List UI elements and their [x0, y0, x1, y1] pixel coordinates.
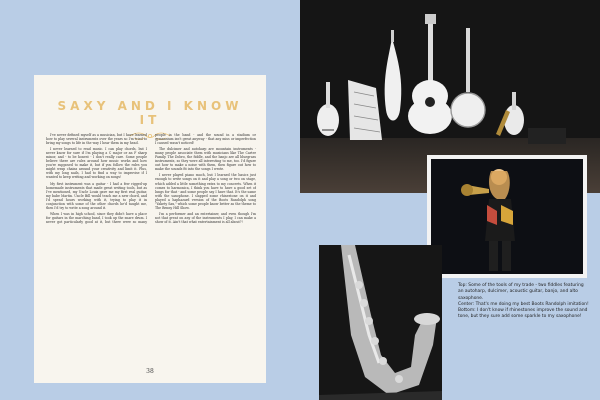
photo-caption [458, 283, 590, 321]
article-page [34, 75, 266, 383]
article-paragraph: I never played piano much, but I learned the basics just enough to write songs on it and play a song or two on stage, which added a little something extra to my concerts. When it comes to harmonica, I think you have to have a good set of lungs for that - and some people say I have that. It's the same with the saxophone. I slapped some rhinestone on it and played a haphazard version of the Boots Randolph song "Yakety Sax," which some people know better as the theme to The Benny Hill Show. [155, 173, 256, 210]
article-paragraph: I never learned to read music. I can play chords, but I never know for sure if I'm playing a C major or an F sharp minor, and - to be honest - I don't really care. Some people believe there are rules around how music works and how you're supposed to make it, but if you follow the rules you might wrap chains around your creativity and limit it. Plus, with my long nails, I had to find a way to improvise if I wanted to keep writing and working on songs! [46, 147, 147, 180]
caption-top: Top: Some of the tools of my trade - two fiddles featuring an autoharp, dulcimer, acoustic guitar, banjo, and alto saxophone. [458, 283, 584, 301]
article-paragraph: I've never defined myself as a musician, but I have learned how to play several instruments over the years so I'm tried to bring my songs to life in the way I hear them in my head. [46, 133, 147, 146]
caption-bottom: Bottom: I don't know if rhinestones improve the sound and tone, but they sure add some sparkle to my saxophone! [458, 308, 588, 320]
article-paragraph: My first instrument was a guitar - I had a few rigged-up homemade instruments that made great writing tools, but as I've mentioned, my Uncle Louis gave me my first real guitar, my babe Martin. Uncle Bill would teach me a new chord, and I'd spend hours working with it, trying to play it in conjunction with some of the other chords he'd taught me, then I'd try to write a song around it. [46, 181, 147, 210]
article-body [46, 133, 256, 359]
performer-photo [427, 155, 587, 278]
article-paragraph: The dulcimer and autoharp are mountain instruments - many people associate them with musicians like The Carter Family. The Dobro, the fiddle, and the banjo are all bluegrass instruments, so they were all interesting to me, too. I'd figure out how to make a noise with them, then figure out how to make the sounds fit into the songs I wrote. [155, 147, 256, 172]
caption-center: Center: That's me doing my best Boots Randolph imitation! [458, 301, 589, 307]
performer-illustration [427, 155, 587, 278]
article-paragraph: When I was in high school, since they didn't have a place for guitars in the marching band, I took up the snare drum. I never got particularly good at it, but there were so many people in the band - and the sound in a stadium or gymnasium isn't great anyway - that any miss or imperfection I caused wasn't noticed! [46, 133, 256, 224]
saxophone-photo [319, 245, 442, 400]
article-title: SAXY AND I KNOW IT [57, 99, 243, 127]
article-paragraph: I'm a performer and an entertainer, and even though I'm not that great on any of the instruments I play, I can make a show of it. Ain't that what entertainment is all about?! [155, 211, 256, 224]
page-number: 38 [146, 368, 154, 375]
saxophone-illustration [319, 245, 442, 400]
